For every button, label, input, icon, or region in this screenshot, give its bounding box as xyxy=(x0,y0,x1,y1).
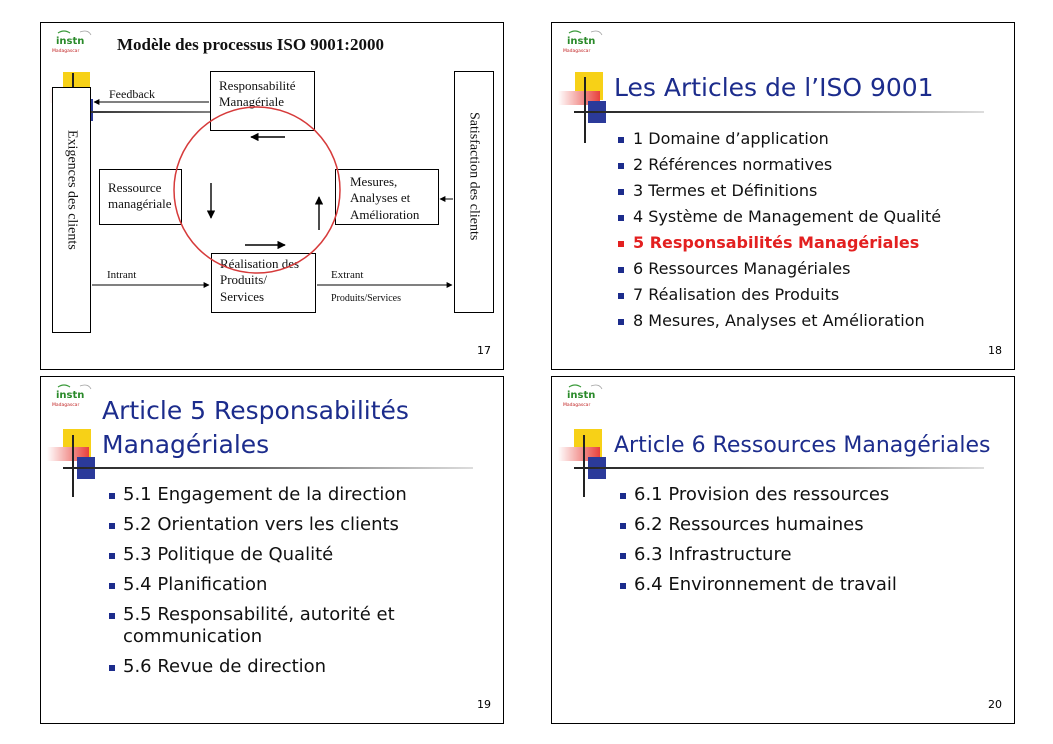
svg-text:instn: instn xyxy=(567,390,596,401)
list-item: 8 Mesures, Analyses et Amélioration xyxy=(618,311,941,337)
management-responsibility-line1: Responsabilité xyxy=(219,78,296,93)
list-item: 6.4 Environnement de travail xyxy=(620,574,897,604)
bullet-icon xyxy=(109,613,115,619)
page-number: 18 xyxy=(988,344,1002,357)
bullet-icon xyxy=(618,189,624,195)
list-item: 5.6 Revue de direction xyxy=(109,656,409,686)
svg-text:instn: instn xyxy=(56,390,85,401)
measurement-analysis-line3: Amélioration xyxy=(350,206,420,222)
slide-19 xyxy=(40,376,504,724)
instn-logo xyxy=(561,383,605,409)
bullet-icon xyxy=(618,215,624,221)
page-number: 19 xyxy=(477,698,491,711)
slide-title: Article 6 Ressources Managériales xyxy=(614,433,991,458)
list-item: 3 Termes et Définitions xyxy=(618,181,941,207)
instn-logo xyxy=(50,383,94,409)
extrant-sub-label: Produits/Services xyxy=(331,293,401,304)
slide-title-line1: Article 5 Responsabilités xyxy=(102,396,409,425)
product-realisation-line1: Réalisation des xyxy=(220,256,300,271)
resource-management-line1: Ressource xyxy=(108,180,162,195)
page-number: 17 xyxy=(477,344,491,357)
bullet-icon xyxy=(618,163,624,169)
diagram-title: Modèle des processus ISO 9001:2000 xyxy=(117,35,384,54)
bullet-icon xyxy=(618,137,624,143)
bullet-icon xyxy=(618,241,624,247)
title-rule xyxy=(574,111,984,113)
list-item: 1 Domaine d’application xyxy=(618,129,941,155)
client-satisfaction-label: Satisfaction des clients xyxy=(466,112,482,241)
svg-text:instn: instn xyxy=(567,36,596,47)
bullet-icon xyxy=(618,267,624,273)
feedback-label: Feedback xyxy=(109,87,155,101)
article-list xyxy=(618,129,941,337)
bullet-icon xyxy=(620,493,626,499)
list-item: 5.5 Responsabilité, autorité et communication xyxy=(109,604,409,656)
measurement-analysis-line1: Mesures, xyxy=(350,174,398,189)
svg-text:Madagascar: Madagascar xyxy=(563,49,591,54)
product-realisation-line2: Produits/ xyxy=(220,272,267,288)
list-item: 6.2 Ressources humaines xyxy=(620,514,897,544)
list-item: 6.3 Infrastructure xyxy=(620,544,897,574)
process-arrows xyxy=(41,23,503,369)
svg-text:Madagascar: Madagascar xyxy=(52,49,80,54)
article-list xyxy=(109,484,409,686)
list-item: 2 Références normatives xyxy=(618,155,941,181)
bullet-icon xyxy=(109,523,115,529)
list-item: 5.2 Orientation vers les clients xyxy=(109,514,409,544)
bullet-icon xyxy=(109,553,115,559)
measurement-analysis-line2: Analyses et xyxy=(350,190,411,206)
title-rule xyxy=(63,467,473,469)
bullet-icon xyxy=(620,523,626,529)
list-item: 6 Ressources Managériales xyxy=(618,259,941,285)
bullet-icon xyxy=(620,553,626,559)
deco-vertical-line xyxy=(584,77,586,143)
resource-management-line2: managériale xyxy=(108,196,172,212)
process-cycle-circle xyxy=(174,107,340,273)
article-list xyxy=(620,484,897,604)
list-item: 5.1 Engagement de la direction xyxy=(109,484,409,514)
bullet-icon xyxy=(618,319,624,325)
bullet-icon xyxy=(618,293,624,299)
bullet-icon xyxy=(109,493,115,499)
list-item: 4 Système de Management de Qualité xyxy=(618,207,941,233)
slide-title-line2: Managériales xyxy=(102,430,270,459)
list-item: 5.3 Politique de Qualité xyxy=(109,544,409,574)
list-item: 7 Réalisation des Produits xyxy=(618,285,941,311)
client-requirements-label: Exigences des clients xyxy=(64,130,80,250)
title-rule xyxy=(574,467,984,469)
intrant-label: Intrant xyxy=(107,269,137,281)
slide-17 xyxy=(40,22,504,370)
list-item: 6.1 Provision des ressources xyxy=(620,484,897,514)
deco-vertical-line xyxy=(72,435,74,497)
instn-logo xyxy=(561,29,605,55)
svg-text:instn: instn xyxy=(56,36,85,47)
slide-title: Les Articles de l’ISO 9001 xyxy=(614,73,934,102)
extrant-label: Extrant xyxy=(331,269,364,281)
page-number: 20 xyxy=(988,698,1002,711)
list-item: 5.4 Planification xyxy=(109,574,409,604)
slide-20 xyxy=(551,376,1015,724)
bullet-icon xyxy=(109,665,115,671)
management-responsibility-line2: Managériale xyxy=(219,94,284,110)
svg-text:Madagascar: Madagascar xyxy=(52,403,80,408)
list-item-highlighted: 5 Responsabilités Managériales xyxy=(618,233,941,259)
slide-18 xyxy=(551,22,1015,370)
bullet-icon xyxy=(620,583,626,589)
product-realisation-line3: Services xyxy=(220,288,265,304)
deco-vertical-line xyxy=(583,435,585,497)
svg-text:Madagascar: Madagascar xyxy=(563,403,591,408)
bullet-icon xyxy=(109,583,115,589)
